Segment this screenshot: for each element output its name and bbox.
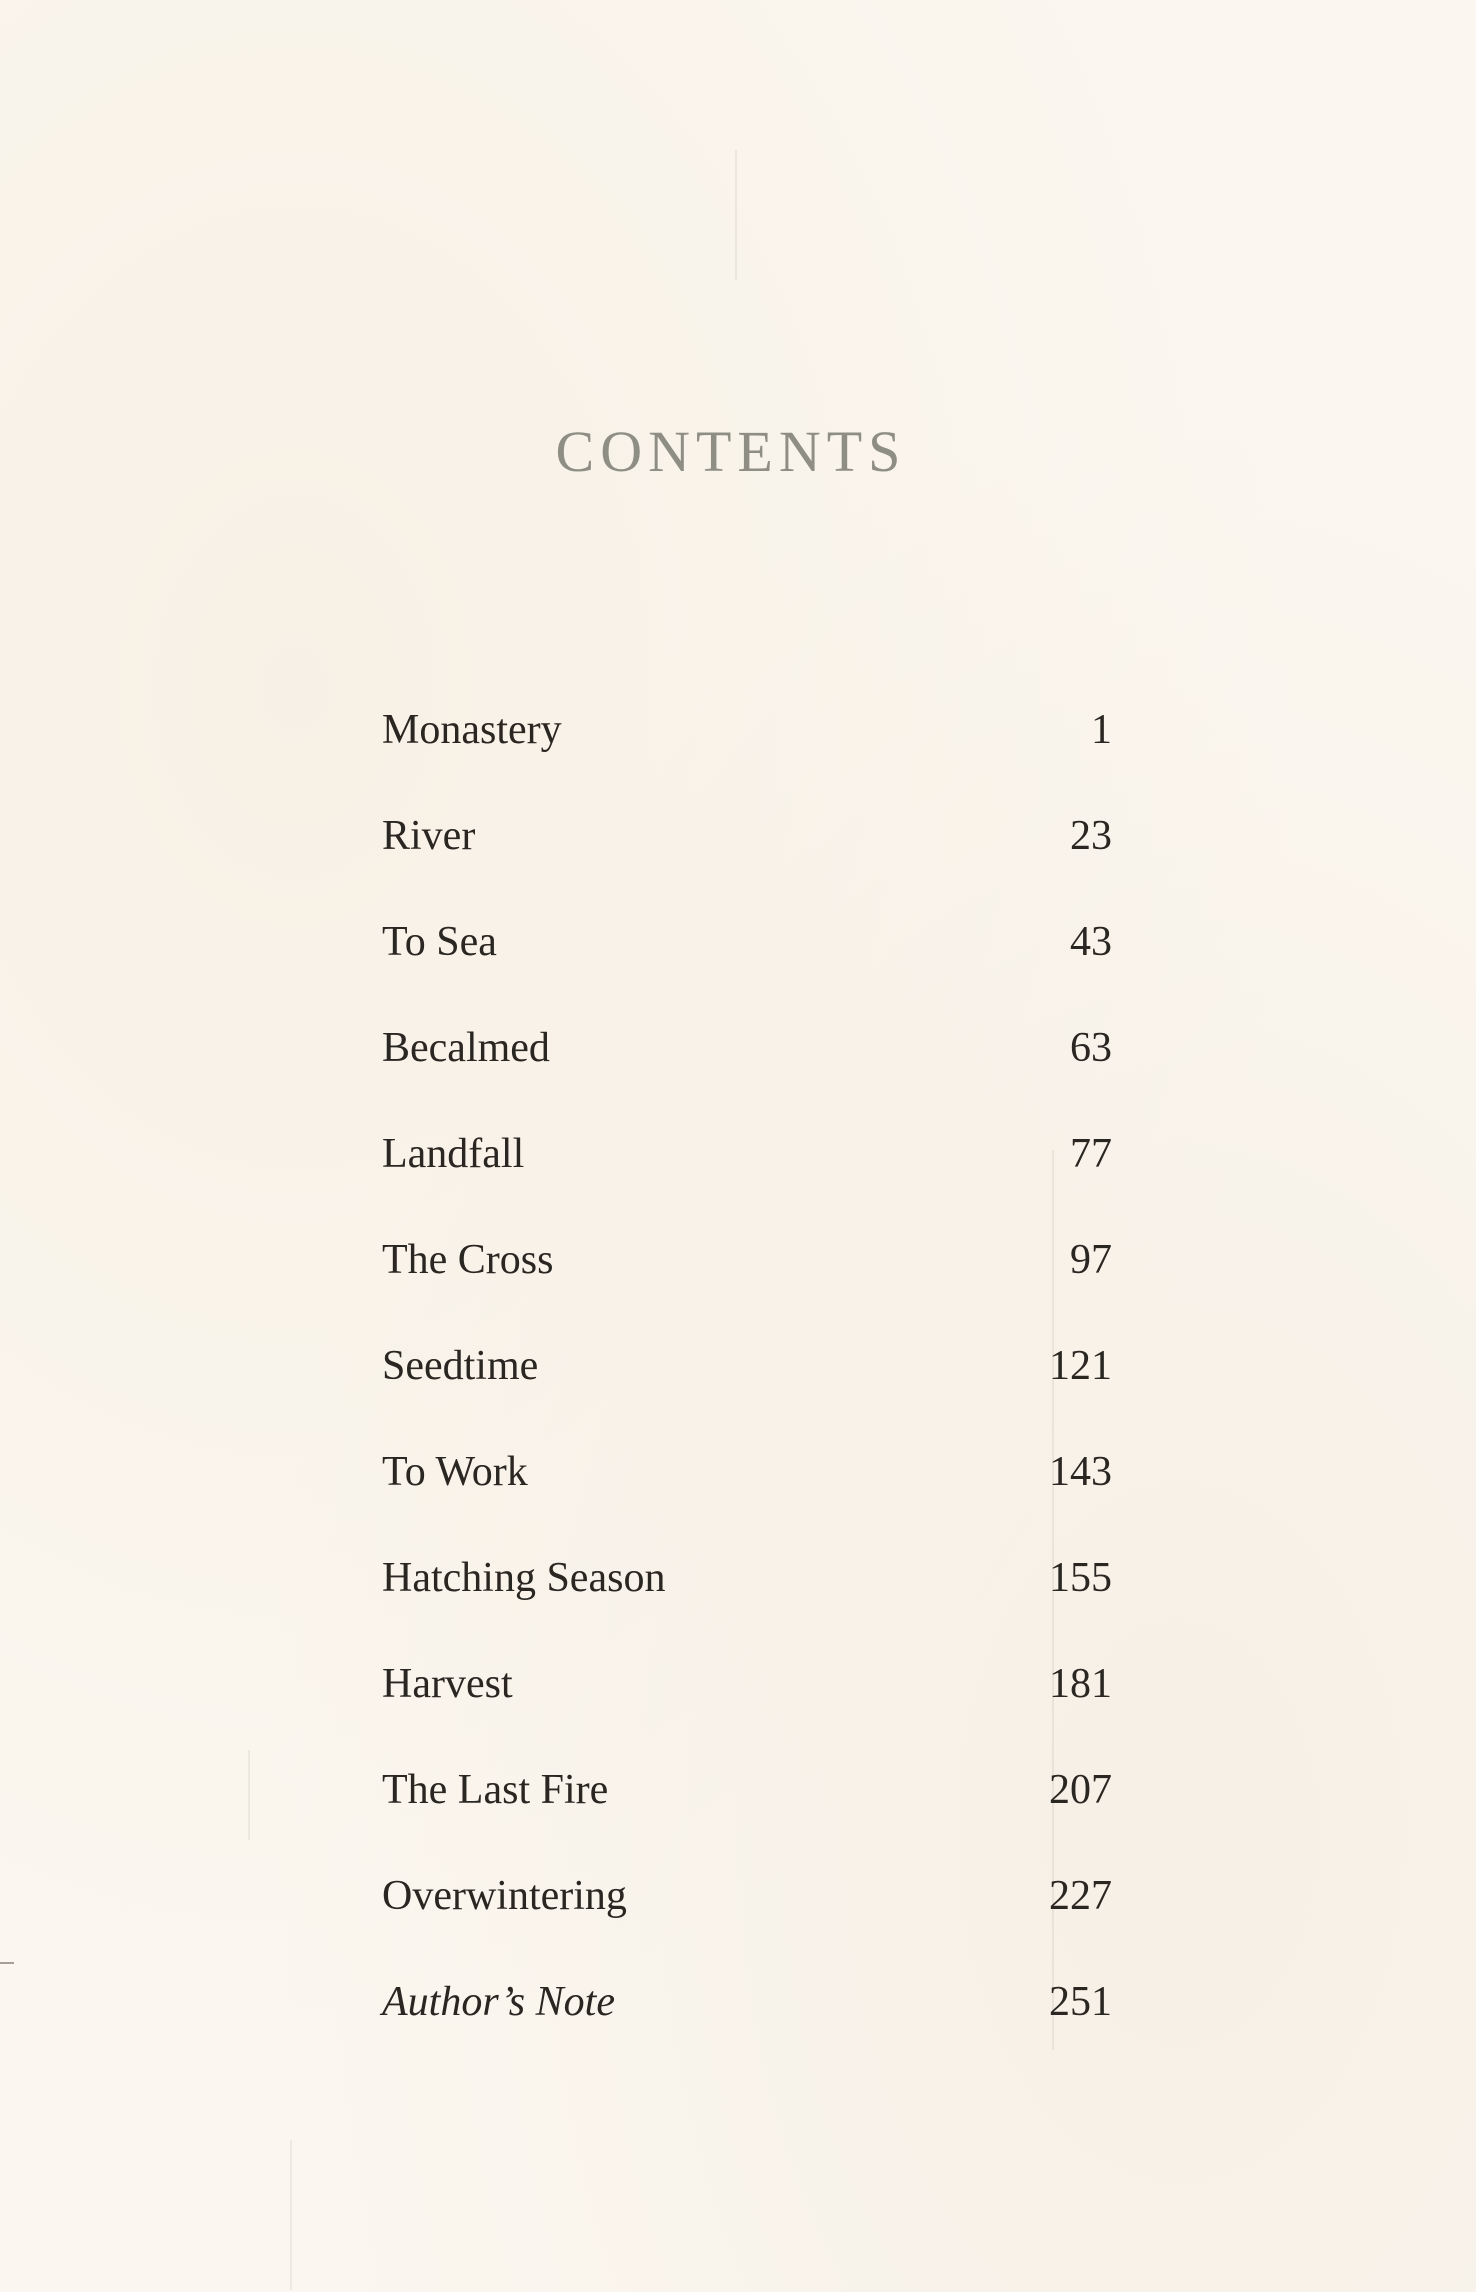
page-number: 1 [1091, 707, 1112, 753]
page-number: 23 [1070, 813, 1112, 859]
toc-entry-to-sea[interactable] [382, 921, 1112, 1027]
page-number: 207 [1049, 1767, 1112, 1813]
paper-scratch [0, 1962, 14, 1964]
chapter-title: Harvest [382, 1661, 513, 1707]
chapter-title: Author’s Note [382, 1979, 615, 2025]
chapter-title: Overwintering [382, 1873, 627, 1919]
toc-entry-overwintering[interactable] [382, 1875, 1112, 1981]
chapter-title: To Work [382, 1449, 528, 1495]
contents-heading: CONTENTS [555, 419, 907, 484]
page-number: 143 [1049, 1449, 1112, 1495]
page-number: 43 [1070, 919, 1112, 965]
page-number: 181 [1049, 1661, 1112, 1707]
chapter-title: The Last Fire [382, 1767, 609, 1813]
toc-entry-landfall[interactable] [382, 1133, 1112, 1239]
toc-entry-the-cross[interactable] [382, 1239, 1112, 1345]
table-of-contents [382, 709, 1112, 2087]
page-number: 227 [1049, 1873, 1112, 1919]
paper-scratch [735, 150, 737, 280]
page-number: 121 [1049, 1343, 1112, 1389]
chapter-title: To Sea [382, 919, 497, 965]
page-number: 63 [1070, 1025, 1112, 1071]
toc-entry-seedtime[interactable] [382, 1345, 1112, 1451]
chapter-title: Seedtime [382, 1343, 539, 1389]
toc-entry-the-last-fire[interactable] [382, 1769, 1112, 1875]
toc-entry-harvest[interactable] [382, 1663, 1112, 1769]
chapter-title: Monastery [382, 707, 562, 753]
paper-scratch [248, 1750, 250, 1840]
chapter-title: The Cross [382, 1237, 554, 1283]
chapter-title: Becalmed [382, 1025, 550, 1071]
toc-entry-becalmed[interactable] [382, 1027, 1112, 1133]
page-number: 251 [1049, 1979, 1112, 2025]
toc-entry-monastery[interactable] [382, 709, 1112, 815]
page-number: 77 [1070, 1131, 1112, 1177]
chapter-title: Hatching Season [382, 1555, 666, 1601]
chapter-title: Landfall [382, 1131, 525, 1177]
paper-scratch [290, 2140, 292, 2290]
toc-entry-hatching-season[interactable] [382, 1557, 1112, 1663]
toc-entry-authors-note[interactable] [382, 1981, 1112, 2087]
toc-entry-river[interactable] [382, 815, 1112, 921]
page-number: 97 [1070, 1237, 1112, 1283]
chapter-title: River [382, 813, 476, 859]
page-number: 155 [1049, 1555, 1112, 1601]
toc-entry-to-work[interactable] [382, 1451, 1112, 1557]
